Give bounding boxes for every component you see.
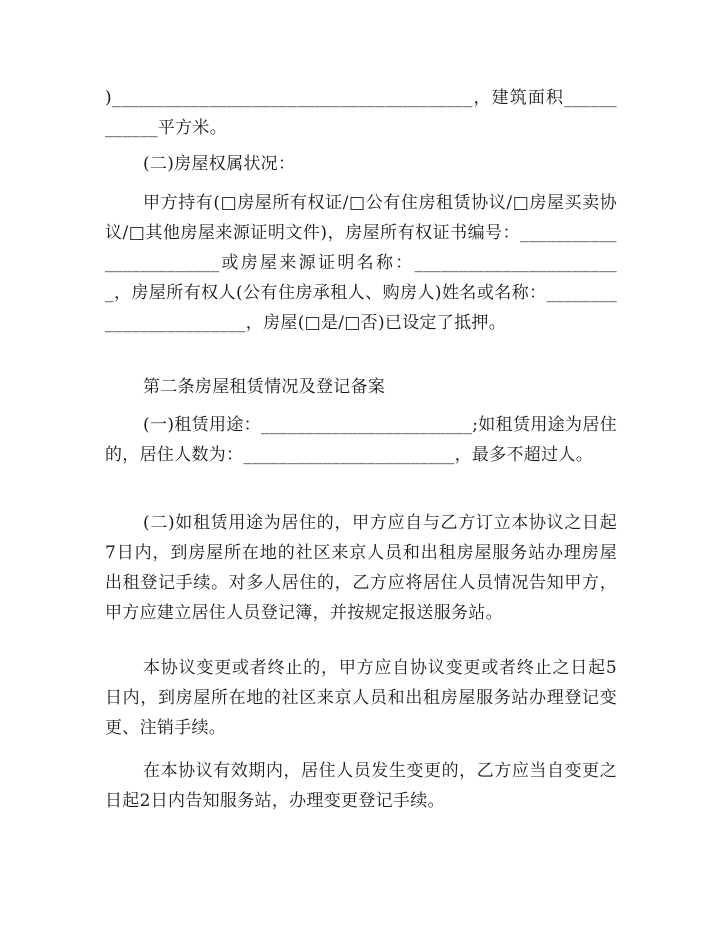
paragraph-article-two-heading: 第二条房屋租赁情况及登记备案 <box>143 377 386 397</box>
paragraph-registration: (二)如租赁用途为居住的，甲方应自与乙方订立本协议之日起7日内，到房屋所在地的社区来京人员和出租房屋服务站办理房屋出租登记手续。对多人居住的，乙方应将居住人员情况告知甲方，甲方应建立居住人员登记簿，并按规定报送服务站。 <box>105 513 617 623</box>
paragraph-ownership-heading: (二)房屋权属状况： <box>143 154 296 174</box>
paragraph-resident-change: 在本协议有效期内，居住人员发生变更的，乙方应当自变更之日起2日内告知服务站，办理变更登记手续。 <box>105 761 617 811</box>
paragraph-building-area: )_________________________________________，建筑面积____________平方米。 <box>105 88 617 138</box>
paragraph-rental-use: (一)租赁用途：________________________;如租赁用途为居住的，居住人数为：________________________，最多不超过人。 <box>105 415 617 465</box>
paragraph-ownership-details: 甲方持有(□房屋所有权证/□公有住房租赁协议/□房屋买卖协议/□其他房屋来源证明文件)，房屋所有权证书编号：________________________或房屋来源证明名称：________________________，房屋所有权人(公有住房承租人、购房人)姓名或名称：________________________，房屋(□是/□否)已设定了抵押。 <box>105 193 617 333</box>
paragraph-change-termination: 本协议变更或者终止的，甲方应自协议变更或者终止之日起5日内，到房屋所在地的社区来京人员和出租房屋服务站办理登记变更、注销手续。 <box>105 658 617 738</box>
